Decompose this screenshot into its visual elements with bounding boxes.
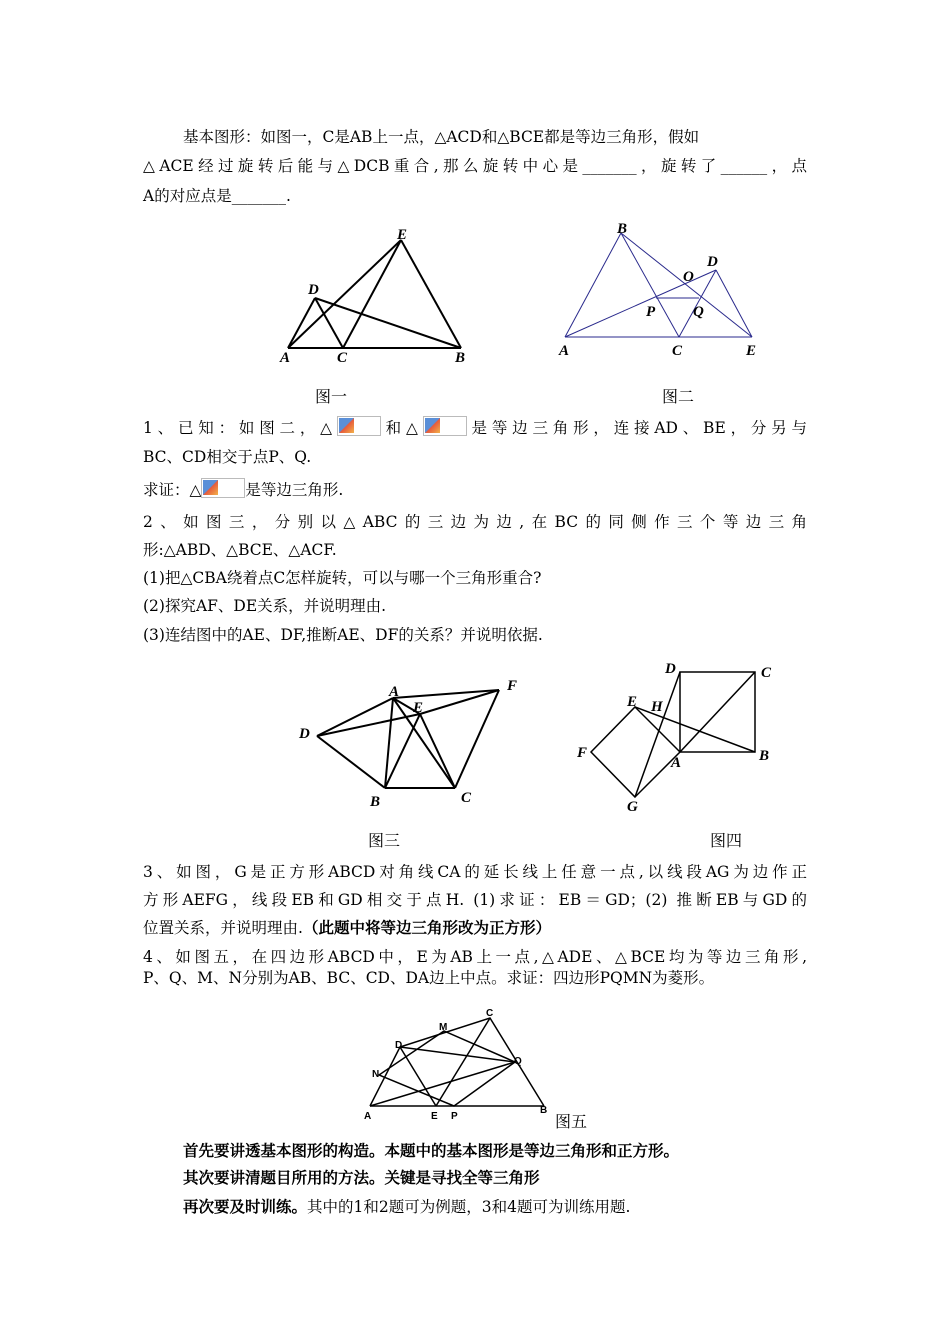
figure-3 <box>295 670 535 815</box>
q3-note: （此题中将等边三角形改为正方形） <box>302 919 551 937</box>
broken-image-icon <box>201 478 245 498</box>
fig4-label-h: H <box>651 699 663 715</box>
fig3-label-e: E <box>413 700 424 716</box>
fig4-label-b: B <box>759 748 770 764</box>
fig2-label-a: A <box>559 343 570 359</box>
fig5-label-c: C <box>486 1008 494 1019</box>
note-3-bold: 再次要及时训练。 <box>183 1198 308 1216</box>
fig5-label-n: N <box>372 1069 380 1080</box>
q4-line-1: 4、如图五，在四边形ABCD中，E为AB上一点,△ADE、△BCE均为等边三角形, <box>143 948 807 966</box>
figure-1 <box>270 220 485 370</box>
q3-line-3 <box>143 917 807 939</box>
figure-1-caption: 图一 <box>315 387 348 406</box>
fig4-label-f: F <box>577 745 588 761</box>
q3-text: 位置关系，并说明理由. <box>143 919 303 937</box>
q3-line-2: 方形AEFG，线段EB和GD相交于点H. (1)求证：EB＝GD；(2) 推断EB与GD的 <box>143 891 807 909</box>
fig2-label-o: O <box>683 269 694 285</box>
fig4-label-d: D <box>665 661 676 677</box>
note-line-3 <box>183 1196 807 1218</box>
q1-text-a: 1、已知：如图二，△ <box>143 419 337 437</box>
figure-2-caption: 图二 <box>662 387 695 406</box>
fig5-label-a: A <box>364 1111 372 1122</box>
fig5-label-q: Q <box>514 1056 522 1067</box>
fig2-label-b: B <box>617 221 628 237</box>
fig3-label-c: C <box>461 790 472 806</box>
fig4-label-g: G <box>627 799 638 815</box>
figure-5-caption: 图五 <box>555 1112 588 1131</box>
q2-item-2: (2)探究AF、DE关系，并说明理由. <box>143 597 387 615</box>
intro-line-3: A的对应点是_______. <box>143 187 291 205</box>
q1-prove-a: 求证：△ <box>143 481 202 499</box>
figure-5 <box>362 1005 562 1125</box>
fig5-label-b: B <box>540 1105 548 1116</box>
fig4-label-c: C <box>761 665 772 681</box>
fig5-label-d: D <box>395 1040 403 1051</box>
q2-item-3: (3)连结图中的AE、DF,推断AE、DF的关系？并说明依据. <box>143 626 543 644</box>
fig2-label-c: C <box>672 343 683 359</box>
figure-2 <box>555 218 775 363</box>
fig1-label-e: E <box>397 227 408 243</box>
intro-line-1: 基本图形：如图一，C是AB上一点，△ACD和△BCE都是等边三角形，假如 <box>183 128 700 146</box>
fig3-label-a: A <box>389 684 400 700</box>
note-line-1: 首先要讲透基本图形的构造。本题中的基本图形是等边三角形和正方形。 <box>183 1142 680 1160</box>
q3-line-1: 3、如图，G是正方形ABCD对角线CA的延长线上任意一点,以线段AG为边作正 <box>143 863 807 881</box>
q1-line-1 <box>143 416 807 439</box>
fig5-label-m: M <box>439 1022 448 1033</box>
fig3-label-d: D <box>299 726 310 742</box>
fig4-label-e: E <box>627 694 638 710</box>
broken-image-icon <box>337 416 381 436</box>
fig5-label-p: P <box>451 1111 458 1122</box>
fig1-label-b: B <box>455 350 466 366</box>
fig5-label-e: E <box>431 1111 438 1122</box>
q1-text-b: 和△ <box>380 419 423 437</box>
fig4-label-a: A <box>671 755 682 771</box>
intro-line-2: △ACE经过旋转后能与△DCB重合,那么旋转中心是_______，旋转了______，点 <box>143 157 807 175</box>
fig1-label-d: D <box>308 282 319 298</box>
fig3-label-f: F <box>507 678 518 694</box>
q2-line-2: 形:△ABD、△BCE、△ACF. <box>143 541 337 559</box>
q1-text-c: 是等边三角形，连接AD、BE，分另与 <box>466 419 808 437</box>
fig3-label-b: B <box>370 794 381 810</box>
fig2-label-p: P <box>646 304 656 320</box>
figure-3-caption: 图三 <box>368 831 401 850</box>
note-3-text: 其中的1和2题可为例题，3和4题可为训练用题. <box>307 1198 631 1216</box>
q1-line-3 <box>143 478 807 501</box>
broken-image-icon <box>423 416 467 436</box>
q1-line-2: BC、CD相交于点P、Q. <box>143 448 312 466</box>
q2-line-1: 2、如图三，分别以△ABC的三边为边,在BC的同侧作三个等边三角 <box>143 513 807 531</box>
q2-item-1: (1)把△CBA绕着点C怎样旋转，可以与哪一个三角形重合? <box>143 569 542 587</box>
figure-4 <box>573 655 783 820</box>
fig1-label-c: C <box>337 350 348 366</box>
q1-prove-b: 是等边三角形. <box>245 481 344 499</box>
fig2-label-q: Q <box>693 304 704 320</box>
figure-4-caption: 图四 <box>710 831 743 850</box>
fig1-label-a: A <box>280 350 291 366</box>
fig2-label-e: E <box>746 343 757 359</box>
q4-line-2: P、Q、M、N分别为AB、BC、CD、DA边上中点。求证：四边形PQMN为菱形。 <box>143 969 715 987</box>
note-line-2: 其次要讲清题目所用的方法。关键是寻找全等三角形 <box>183 1169 540 1187</box>
fig2-label-d: D <box>707 254 718 270</box>
